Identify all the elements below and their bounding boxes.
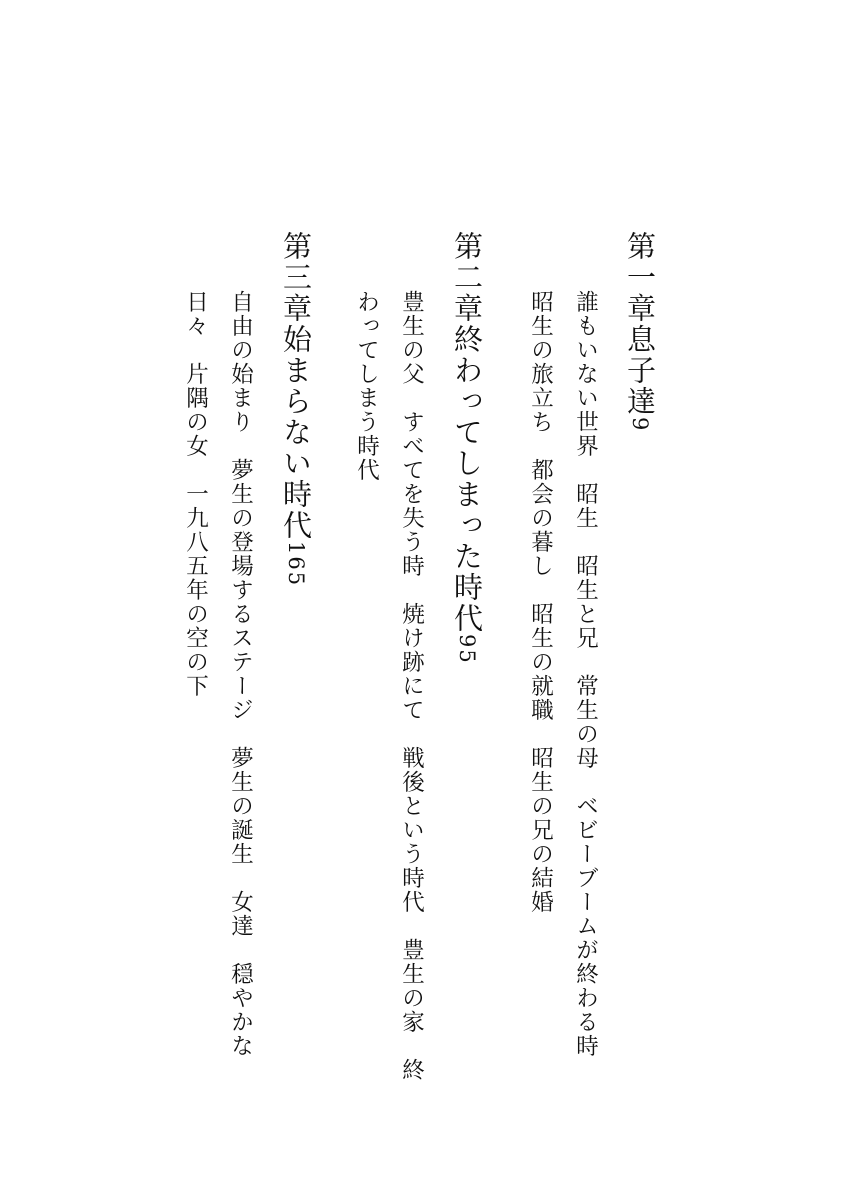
chapter-1-label: 第一章 <box>622 231 657 324</box>
chapter-1-line-2: 昭生の旅立ち 都会の暮し 昭生の就職 昭生の兄の結婚 <box>527 290 554 914</box>
chapter-3-label: 第三章 <box>278 231 313 324</box>
chapter-3-line-2: 日々 片隅の女 一九八五年の空の下 <box>182 290 209 698</box>
chapter-2-heading <box>451 231 483 665</box>
chapter-2-title: 終わってしまった時代 <box>449 324 484 634</box>
chapter-3-line-1: 自由の始まり 夢生の登場するステージ 夢生の誕生 女達 穏やかな <box>227 290 254 1058</box>
chapter-1-title: 息子達 <box>622 324 657 417</box>
chapter-2-line-1: 豊生の父 すべてを失う時 焼け跡にて 戦後という時代 豊生の家 終 <box>398 290 425 1082</box>
chapter-2-line-2: わってしまう時代 <box>353 290 380 482</box>
chapter-1-page: 9 <box>627 417 652 433</box>
chapter-3-title: 始まらない時代 <box>278 324 313 541</box>
chapter-1-heading <box>624 231 656 432</box>
chapter-3-heading <box>280 231 312 587</box>
chapter-1-line-1: 誰もいない世界 昭生 昭生と兄 常生の母 ベビーブームが終わる時 <box>572 290 599 1058</box>
chapter-3-page: 165 <box>283 541 308 588</box>
chapter-2-page: 95 <box>454 634 479 665</box>
chapter-2-label: 第二章 <box>449 231 484 324</box>
